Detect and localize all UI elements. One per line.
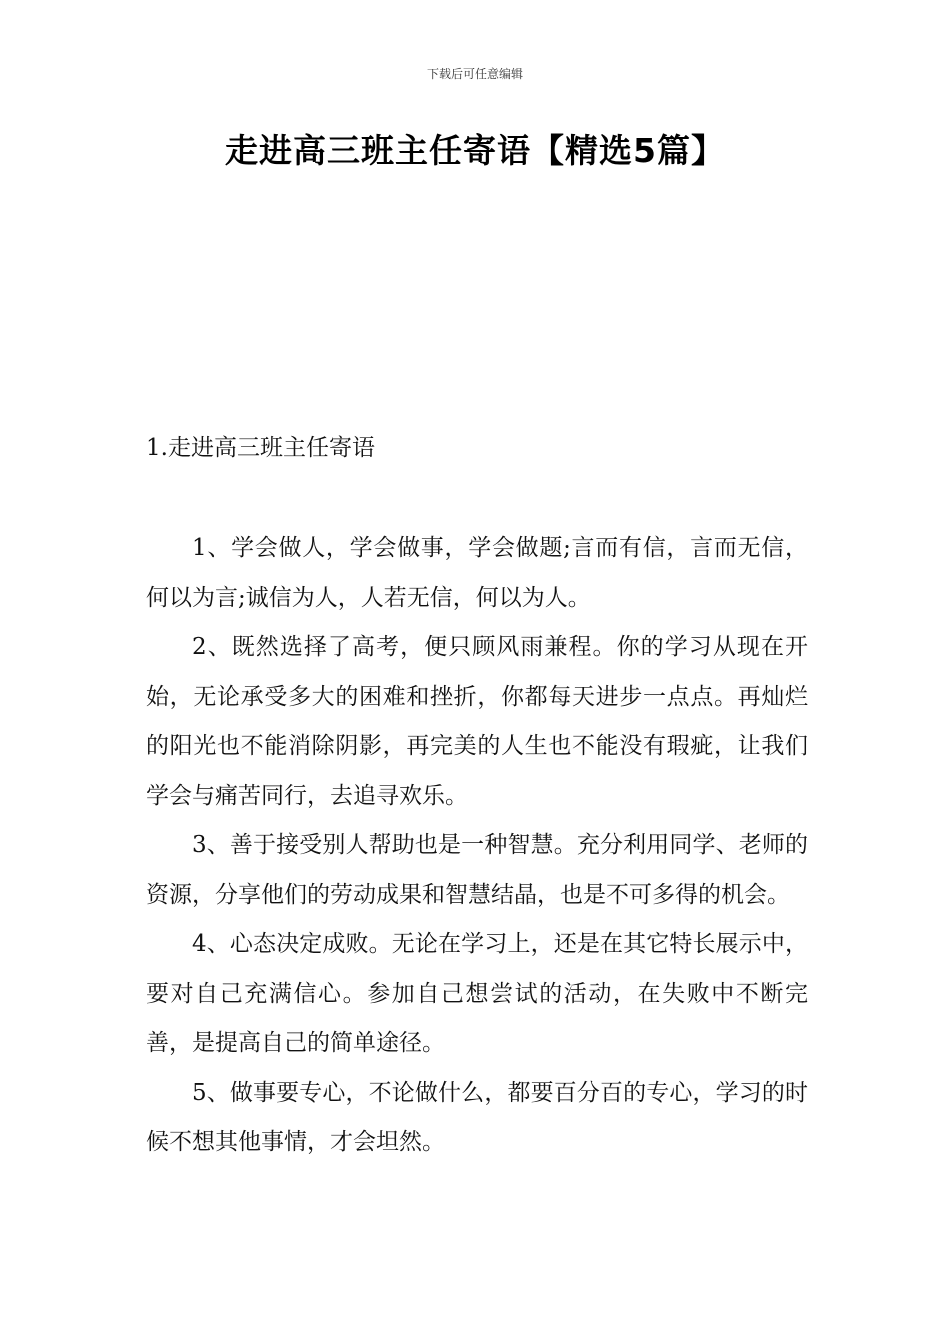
document-title: 走进高三班主任寄语【精选5篇】 bbox=[225, 131, 725, 170]
section-heading: 1.走进高三班主任寄语 bbox=[146, 435, 375, 461]
paragraph-4: 4、心态决定成败。无论在学习上，还是在其它特长展示中，要对自己充满信心。参加自己想尝试的活动，在失败中不断完善，是提高自己的简单途径。 bbox=[146, 931, 808, 1056]
paragraph-2: 2、既然选择了高考，便只顾风雨兼程。你的学习从现在开始，无论承受多大的困难和挫折，你都每天进步一点点。再灿烂的阳光也不能消除阴影，再完美的人生也不能没有瑕疵，让我们学会与痛苦同行，去追寻欢乐。 bbox=[146, 634, 808, 809]
paragraph-5: 5、做事要专心，不论做什么，都要百分百的专心，学习的时候不想其他事情，才会坦然。 bbox=[146, 1079, 808, 1155]
paragraph-1: 1、学会做人，学会做事，学会做题;言而有信，言而无信，何以为言;诚信为人，人若无信，何以为人。 bbox=[146, 535, 808, 611]
header-note: 下载后可任意编辑 bbox=[426, 67, 523, 81]
paragraph-3: 3、善于接受别人帮助也是一种智慧。充分利用同学、老师的资源，分享他们的劳动成果和智慧结晶，也是不可多得的机会。 bbox=[146, 832, 808, 908]
body-text bbox=[146, 524, 808, 1168]
